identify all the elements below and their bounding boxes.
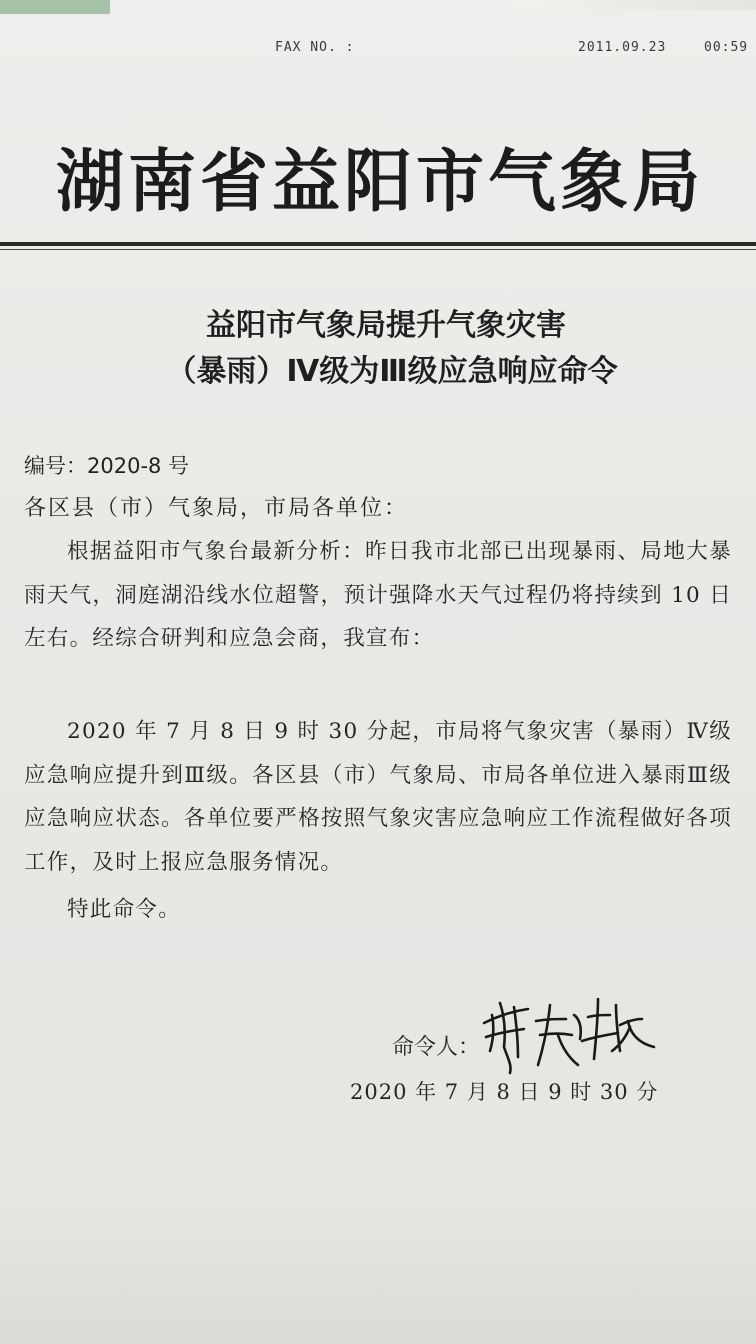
document-title-line-2: （暴雨）Ⅳ级为Ⅲ级应急响应命令 (166, 354, 618, 389)
fax-time: 00:59 (704, 40, 749, 55)
document-title-line-1: 益阳市气象局提升气象灾害 (206, 308, 566, 343)
paper-edge-right (512, 0, 756, 10)
letterhead-rule-thick (0, 242, 756, 246)
document-number: 编号：2020-8 号 (24, 454, 190, 478)
handwritten-signature-icon (470, 985, 660, 1075)
paper-shadow (0, 1200, 756, 1344)
body-paragraph-3: 特此命令。 (67, 897, 182, 922)
signer-label: 命令人： (392, 1035, 481, 1060)
body-paragraph-2: 2020 年 7 月 8 日 9 时 30 分起，市局将气象灾害（暴雨）Ⅳ级应急响应提升到Ⅲ级。各区县（市）气象局、市局各单位进入暴雨Ⅲ级应急响应状态。各单位要严格按照气象灾害应急响应工作流程做好各项工作，及时上报应急服务情况。 (24, 719, 732, 875)
letterhead-rule-thin (0, 249, 756, 250)
recipients-line: 各区县（市）气象局，市局各单位： (24, 496, 409, 521)
fax-date: 2011.09.23 (578, 40, 667, 55)
body-paragraph-1: 根据益阳市气象台最新分析：昨日我市北部已出现暴雨、局地大暴雨天气，洞庭湖沿线水位超警，预计强降水天气过程仍将持续到 10 日左右。经综合研判和应急会商，我宣布： (24, 539, 732, 651)
signature-date: 2020 年 7 月 8 日 9 时 30 分 (350, 1080, 659, 1104)
letterhead-title: 湖南省益阳市气象局 (55, 143, 704, 222)
fax-header (0, 40, 756, 60)
paper-edge (0, 0, 110, 14)
fax-number-label: FAX NO. : (275, 40, 355, 55)
